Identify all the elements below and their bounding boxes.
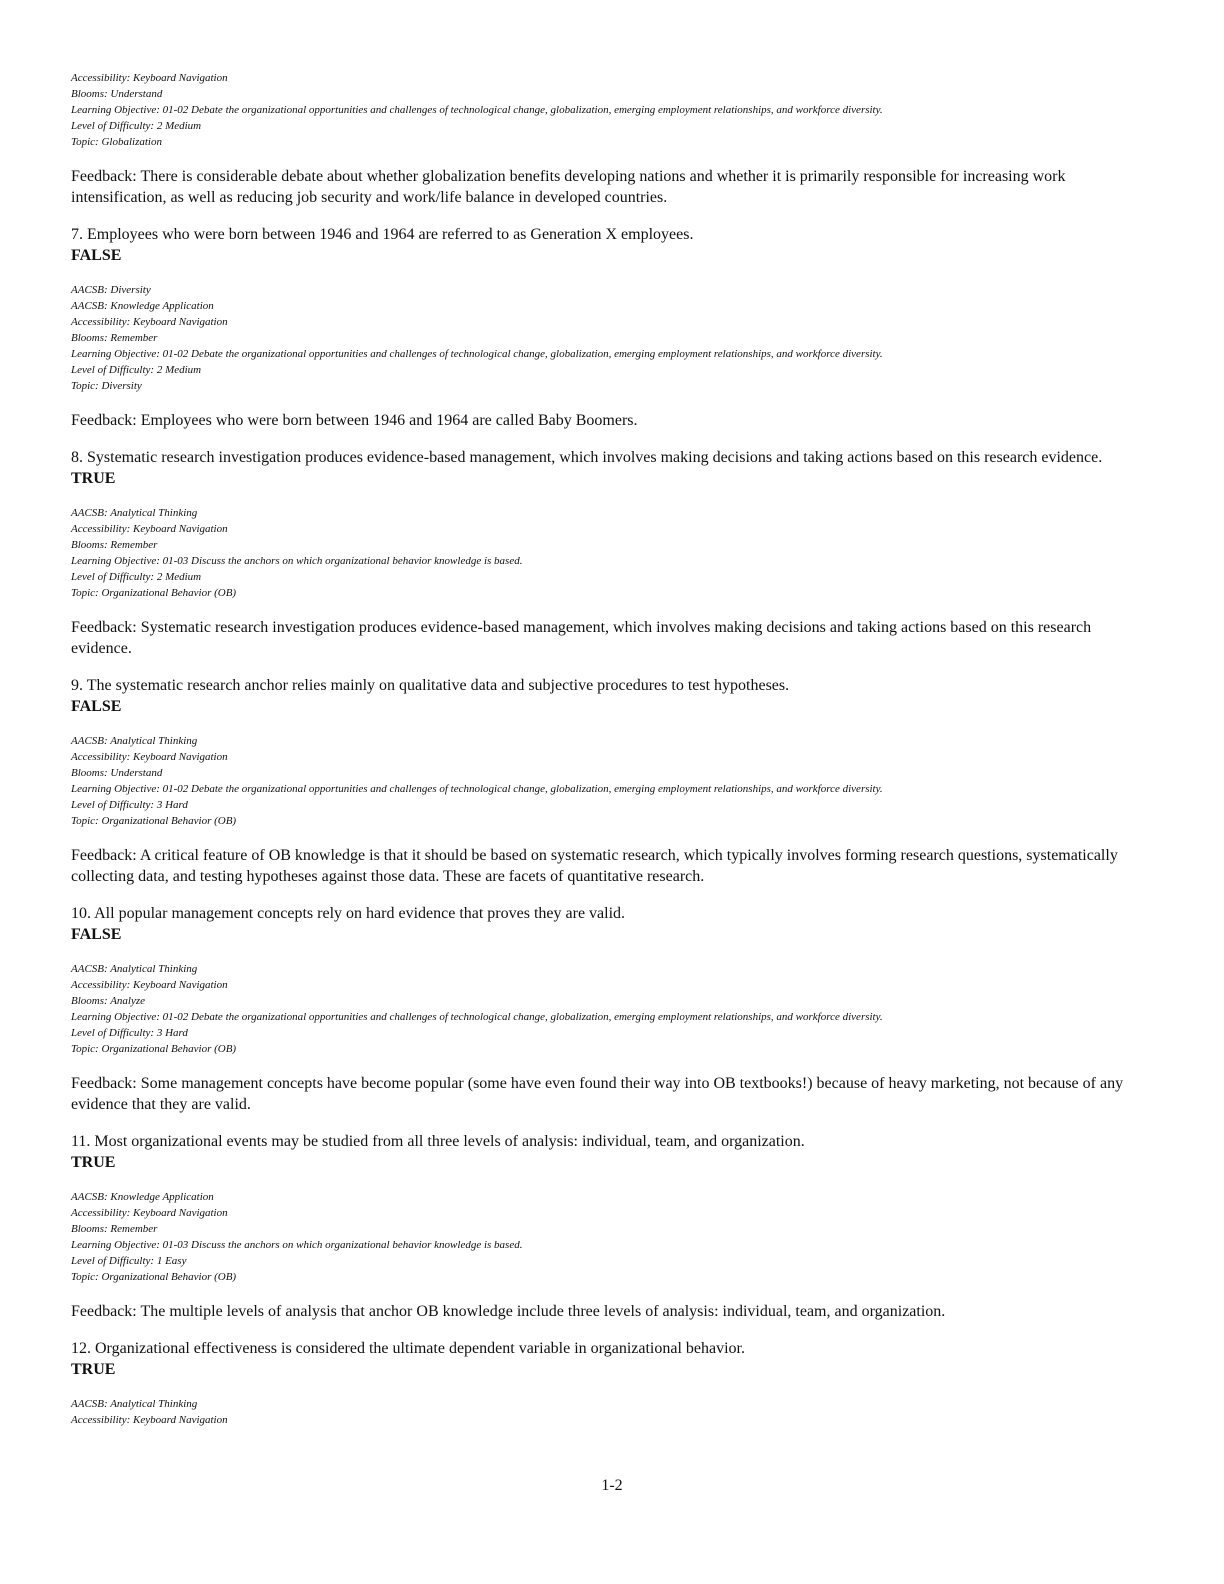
- meta-line: Accessibility: Keyboard Navigation: [71, 751, 228, 763]
- question-answer: TRUE: [71, 1154, 116, 1171]
- question-text: 10. All popular management concepts rely on hard evidence that proves they are valid.: [71, 905, 626, 922]
- meta-line: Topic: Organizational Behavior (OB): [71, 815, 237, 827]
- meta-line: Level of Difficulty: 2 Medium: [71, 120, 202, 132]
- question-answer: FALSE: [71, 926, 122, 943]
- meta-line: AACSB: Knowledge Application: [71, 1191, 214, 1203]
- meta-line: Level of Difficulty: 1 Easy: [71, 1255, 187, 1267]
- question-10: [71, 903, 1151, 1115]
- meta-line: Accessibility: Keyboard Navigation: [71, 72, 228, 84]
- meta-line: Topic: Organizational Behavior (OB): [71, 1043, 237, 1055]
- question-meta: [71, 505, 1151, 601]
- question-8: [71, 447, 1151, 659]
- question-text: 12. Organizational effectiveness is considered the ultimate dependent variable in organizational behavior.: [71, 1340, 745, 1357]
- page-number: 1-2: [601, 1477, 623, 1494]
- meta-line: Learning Objective: 01-02 Debate the organizational opportunities and challenges of technological change, globalization, emerging employment relationships, and workforce diversity.: [71, 783, 883, 795]
- meta-line: Accessibility: Keyboard Navigation: [71, 523, 228, 535]
- meta-line: Learning Objective: 01-02 Debate the organizational opportunities and challenges of technological change, globalization, emerging employment relationships, and workforce diversity.: [71, 1011, 883, 1023]
- question-answer: FALSE: [71, 247, 122, 264]
- question-11: [71, 1131, 1151, 1322]
- question-feedback: Feedback: Employees who were born between 1946 and 1964 are called Baby Boomers.: [71, 412, 638, 429]
- meta-line: Level of Difficulty: 2 Medium: [71, 571, 202, 583]
- top-feedback: Feedback: There is considerable debate about whether globalization benefits developing nations and whether it is primarily responsible for increasing work intensification, as well as reducing job security and work/life balance in developed countries.: [71, 168, 1066, 206]
- question-feedback: Feedback: Some management concepts have become popular (some have even found their way into OB textbooks!) because of heavy marketing, not because of any evidence that they are valid.: [71, 1075, 1124, 1113]
- meta-line: Blooms: Remember: [71, 1223, 158, 1235]
- question-feedback: Feedback: Systematic research investigation produces evidence-based management, which involves making decisions and taking actions based on this research evidence.: [71, 619, 1092, 657]
- meta-line: Learning Objective: 01-02 Debate the organizational opportunities and challenges of technological change, globalization, emerging employment relationships, and workforce diversity.: [71, 348, 883, 360]
- meta-line: Blooms: Remember: [71, 539, 158, 551]
- question-text: 7. Employees who were born between 1946 and 1964 are referred to as Generation X employees.: [71, 226, 694, 243]
- question-meta: [71, 282, 1151, 394]
- question-feedback: Feedback: A critical feature of OB knowledge is that it should be based on systematic research, which typically involves forming research questions, systematically collecting data, and testing hypotheses against those data. These are facets of quantitative research.: [71, 847, 1118, 885]
- meta-line: Learning Objective: 01-03 Discuss the anchors on which organizational behavior knowledge is based.: [71, 1239, 523, 1251]
- question-feedback: Feedback: The multiple levels of analysis that anchor OB knowledge include three levels of analysis: individual, team, and organization.: [71, 1303, 946, 1320]
- meta-line: Topic: Globalization: [71, 136, 162, 148]
- meta-line: Learning Objective: 01-03 Discuss the anchors on which organizational behavior knowledge is based.: [71, 555, 523, 567]
- question-answer: FALSE: [71, 698, 122, 715]
- meta-line: AACSB: Analytical Thinking: [71, 963, 198, 975]
- meta-line: Accessibility: Keyboard Navigation: [71, 316, 228, 328]
- question-meta: [71, 733, 1151, 829]
- top-meta-block: [71, 70, 1151, 150]
- meta-line: Accessibility: Keyboard Navigation: [71, 1414, 228, 1426]
- meta-line: AACSB: Diversity: [71, 284, 151, 296]
- meta-line: Level of Difficulty: 2 Medium: [71, 364, 202, 376]
- meta-line: AACSB: Knowledge Application: [71, 300, 214, 312]
- question-answer: TRUE: [71, 470, 116, 487]
- question-text: 11. Most organizational events may be studied from all three levels of analysis: individual, team, and organization.: [71, 1133, 805, 1150]
- meta-line: Blooms: Understand: [71, 767, 163, 779]
- meta-line: Learning Objective: 01-02 Debate the organizational opportunities and challenges of technological change, globalization, emerging employment relationships, and workforce diversity.: [71, 104, 883, 116]
- question-text: 9. The systematic research anchor relies mainly on qualitative data and subjective procedures to test hypotheses.: [71, 677, 790, 694]
- meta-line: Topic: Diversity: [71, 380, 142, 392]
- meta-line: Blooms: Analyze: [71, 995, 146, 1007]
- question-meta: [71, 961, 1151, 1057]
- meta-line: AACSB: Analytical Thinking: [71, 1398, 198, 1410]
- meta-line: Accessibility: Keyboard Navigation: [71, 1207, 228, 1219]
- question-meta: [71, 1189, 1151, 1285]
- meta-line: Level of Difficulty: 3 Hard: [71, 1027, 188, 1039]
- meta-line: AACSB: Analytical Thinking: [71, 735, 198, 747]
- meta-line: Accessibility: Keyboard Navigation: [71, 979, 228, 991]
- question-12: [71, 1338, 1151, 1428]
- question-text: 8. Systematic research investigation produces evidence-based management, which involves making decisions and taking actions based on this research evidence.: [71, 449, 1103, 466]
- document-page: [71, 70, 1151, 1428]
- meta-line: Topic: Organizational Behavior (OB): [71, 1271, 237, 1283]
- question-meta: [71, 1396, 1151, 1428]
- question-9: [71, 675, 1151, 887]
- meta-line: Level of Difficulty: 3 Hard: [71, 799, 188, 811]
- meta-line: Blooms: Understand: [71, 88, 163, 100]
- question-answer: TRUE: [71, 1361, 116, 1378]
- question-7: [71, 224, 1151, 431]
- meta-line: AACSB: Analytical Thinking: [71, 507, 198, 519]
- meta-line: Blooms: Remember: [71, 332, 158, 344]
- meta-line: Topic: Organizational Behavior (OB): [71, 587, 237, 599]
